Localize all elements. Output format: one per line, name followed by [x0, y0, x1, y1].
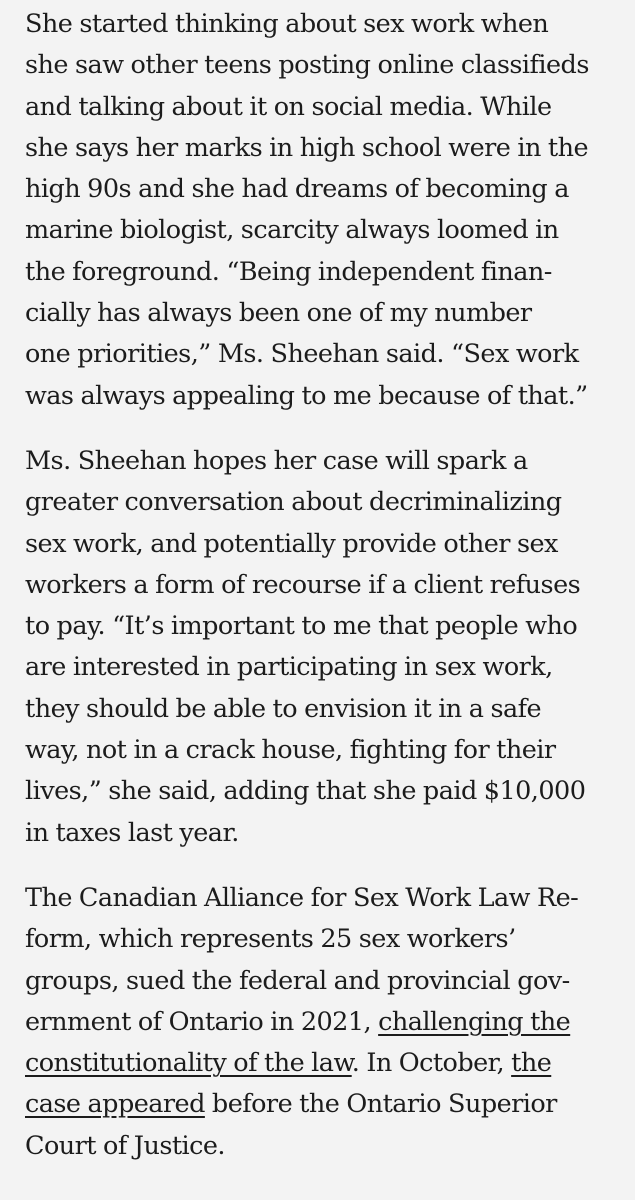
text-line: they should be able to envision it in a safe: [25, 693, 542, 724]
text-line: way, not in a crack house, fighting for their: [25, 735, 556, 766]
text-line: sex work, and potentially provide other sex: [25, 528, 558, 559]
text-line: and talking about it on social media. While: [25, 91, 552, 122]
text-line: groups, sued the federal and provincial gov-: [25, 965, 570, 996]
paragraph-2: [25, 441, 615, 854]
text-line: she saw other teens posting online classifieds: [25, 50, 589, 81]
case-appeared-link[interactable]: case appeared: [25, 1089, 205, 1120]
text-segment: . In October,: [351, 1048, 512, 1079]
text-line: form, which represents 25 sex workers’: [25, 924, 516, 955]
text-segment: ernment of Ontario in 2021,: [25, 1006, 379, 1037]
text-line: cially has always been one of my number: [25, 298, 532, 329]
text-line: the foreground. “Being independent finan-: [25, 256, 552, 287]
text-line: to pay. “It’s important to me that people who: [25, 611, 578, 642]
text-line: [25, 1002, 615, 1043]
constitutionality-link[interactable]: constitutionality of the law: [25, 1048, 352, 1079]
text-line: Ms. Sheehan hopes her case will spark a: [25, 445, 528, 476]
text-line: workers a form of recourse if a client refuses: [25, 569, 581, 600]
text-line: was always appealing to me because of that.”: [25, 380, 588, 411]
text-line: She started thinking about sex work when: [25, 9, 549, 39]
article-body: [25, 4, 615, 1191]
text-line: one priorities,” Ms. Sheehan said. “Sex work: [25, 339, 579, 370]
text-line: [25, 1043, 615, 1084]
text-line: are interested in participating in sex work,: [25, 652, 553, 683]
text-line: greater conversation about decriminalizing: [25, 487, 562, 518]
text-line: in taxes last year.: [25, 817, 239, 848]
text-segment: before the Ontario Superior: [204, 1089, 557, 1120]
text-line: lives,” she said, adding that she paid $10,000: [25, 776, 586, 807]
text-line: high 90s and she had dreams of becoming a: [25, 174, 569, 205]
text-line: she says her marks in high school were in the: [25, 132, 588, 163]
case-appeared-link[interactable]: the: [511, 1048, 552, 1079]
text-line: Court of Justice.: [25, 1130, 225, 1161]
text-line: The Canadian Alliance for Sex Work Law Re-: [25, 882, 579, 913]
constitutionality-link[interactable]: challenging the: [378, 1006, 571, 1037]
paragraph-3: [25, 878, 615, 1167]
paragraph-1: [25, 4, 615, 417]
text-line: [25, 1084, 615, 1125]
text-line: marine biologist, scarcity always loomed in: [25, 215, 559, 246]
